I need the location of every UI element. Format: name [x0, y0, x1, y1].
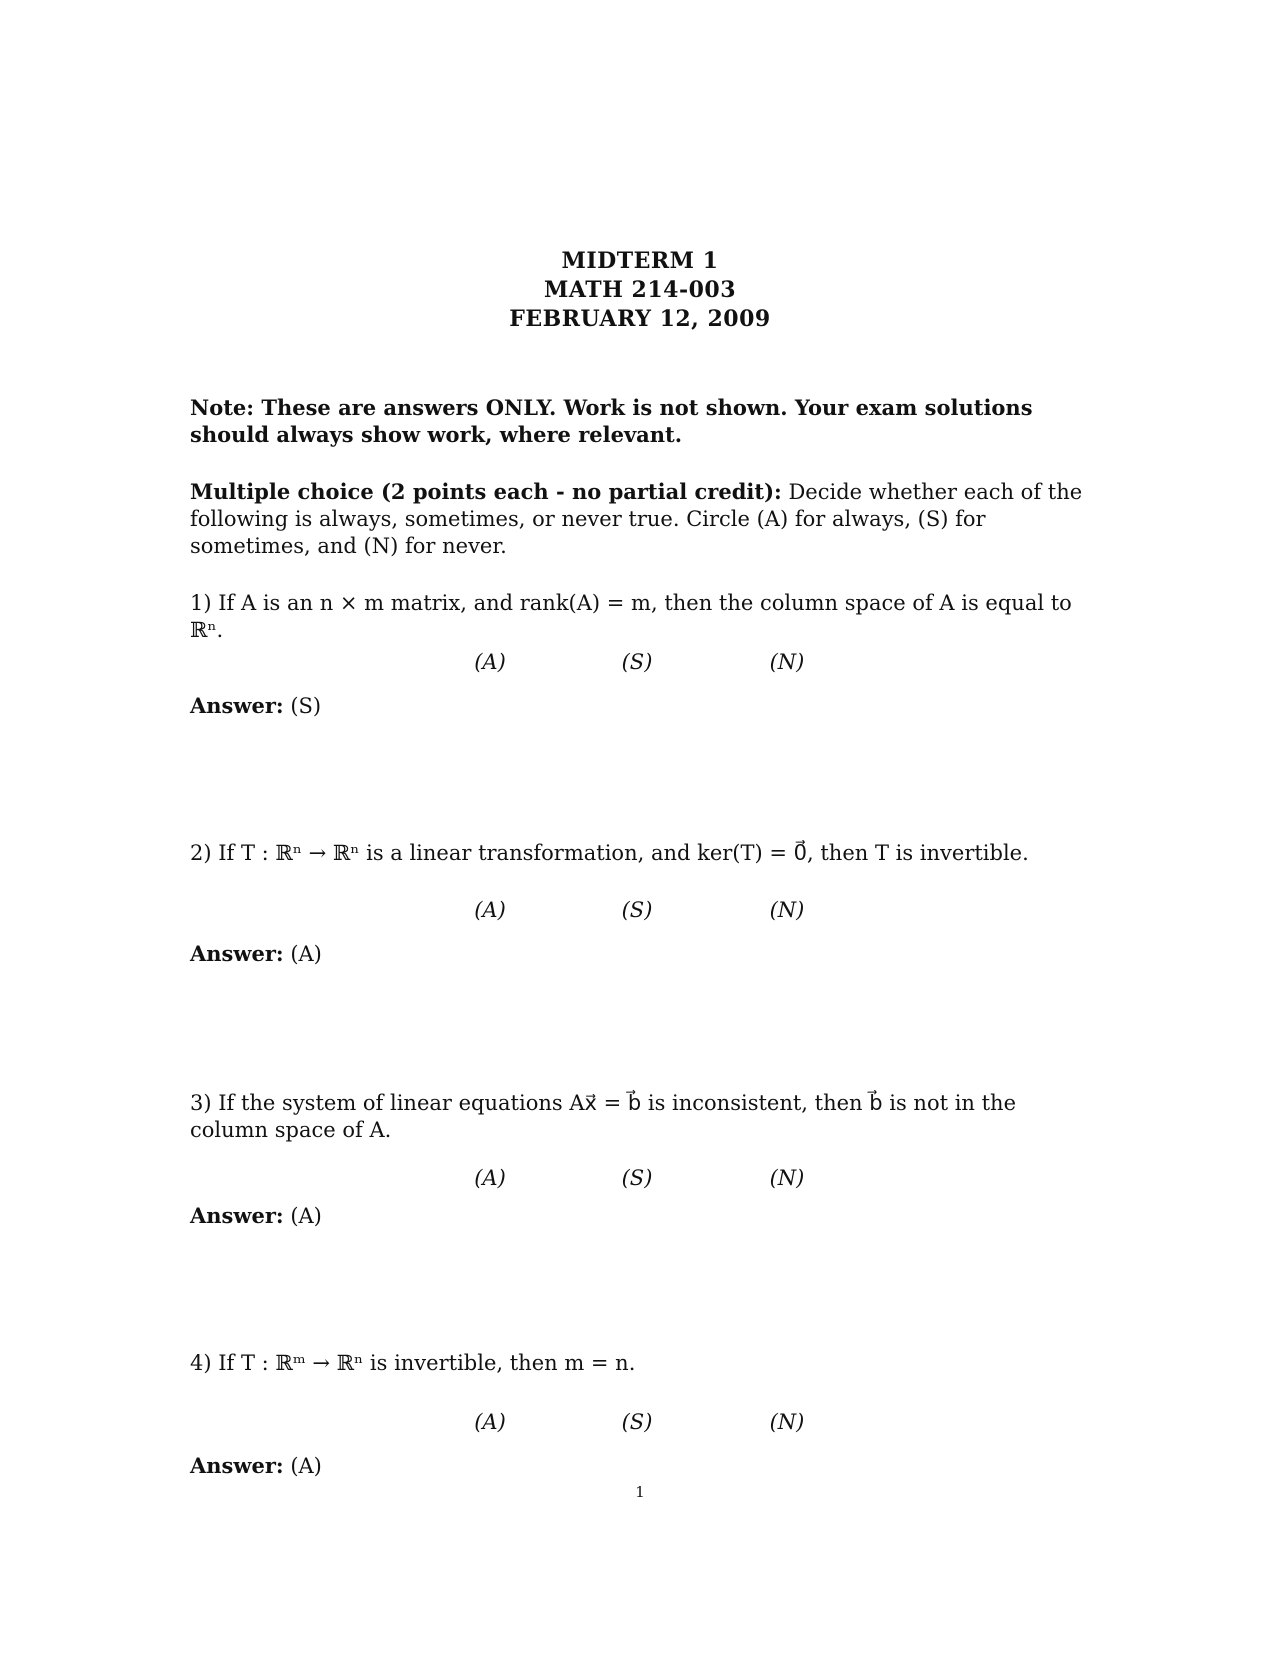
question-3-choices: [0, 1166, 1280, 1196]
question-2-answer: [190, 940, 322, 968]
question-2-answer-value: (A): [290, 942, 322, 966]
question-1-choice-sometimes[interactable]: (S): [621, 650, 653, 674]
question-4-choices: [0, 1410, 1280, 1440]
document-title-block: [0, 247, 1280, 334]
question-1-answer: [190, 692, 321, 720]
answer-label: Answer:: [190, 693, 284, 718]
answer-label: Answer:: [190, 941, 284, 966]
page-number: 1: [635, 1483, 645, 1501]
question-3-answer-value: (A): [290, 1204, 322, 1228]
question-1-text: 1) If A is an n × m matrix, and rank(A) = m, then the column space of A is equal to ℝⁿ.: [190, 591, 1072, 642]
question-2-choice-sometimes[interactable]: (S): [621, 898, 653, 922]
question-4-choice-never[interactable]: (N): [769, 1410, 805, 1434]
question-2-choices: [0, 898, 1280, 928]
question-1-answer-value: (S): [290, 694, 322, 718]
answer-label: Answer:: [190, 1203, 284, 1228]
question-2-choice-always[interactable]: (A): [474, 898, 506, 922]
answer-label: Answer:: [190, 1453, 284, 1478]
question-4-answer: [190, 1452, 322, 1480]
question-4-answer-value: (A): [290, 1454, 322, 1478]
question-2-choice-never[interactable]: (N): [769, 898, 805, 922]
question-4-text: 4) If T : ℝᵐ → ℝⁿ is invertible, then m = n.: [190, 1351, 636, 1375]
question-3-choice-never[interactable]: (N): [769, 1166, 805, 1190]
question-3-answer: [190, 1202, 322, 1230]
course-code: MATH 214-003: [543, 277, 736, 303]
question-3-choice-sometimes[interactable]: (S): [621, 1166, 653, 1190]
question-4-choice-always[interactable]: (A): [474, 1410, 506, 1434]
multiple-choice-lead: Multiple choice (2 points each - no partial credit):: [190, 479, 782, 504]
question-4-choice-sometimes[interactable]: (S): [621, 1410, 653, 1434]
question-3-text: 3) If the system of linear equations Ax⃗ = b⃗ is inconsistent, then b⃗ is not in the column space of A.: [190, 1091, 1017, 1142]
multiple-choice-body: Decide whether each of the following is always, sometimes, or never true. Circle (A) for always, (S) for sometimes, and (N) for never.: [190, 480, 1083, 558]
question-1-choice-never[interactable]: (N): [769, 650, 805, 674]
note-paragraph: Note: These are answers ONLY. Work is not shown. Your exam solutions should always show work, where relevant.: [190, 395, 1033, 447]
question-1-choice-always[interactable]: (A): [474, 650, 506, 674]
exam-title: MIDTERM 1: [561, 248, 719, 274]
question-2-text: 2) If T : ℝⁿ → ℝⁿ is a linear transformation, and ker(T) = 0⃗, then T is invertible.: [190, 841, 1029, 865]
question-3-choice-always[interactable]: (A): [474, 1166, 506, 1190]
question-1-choices: [0, 650, 1280, 680]
exam-date: FEBRUARY 12, 2009: [509, 306, 771, 332]
multiple-choice-instructions: [190, 478, 1090, 560]
